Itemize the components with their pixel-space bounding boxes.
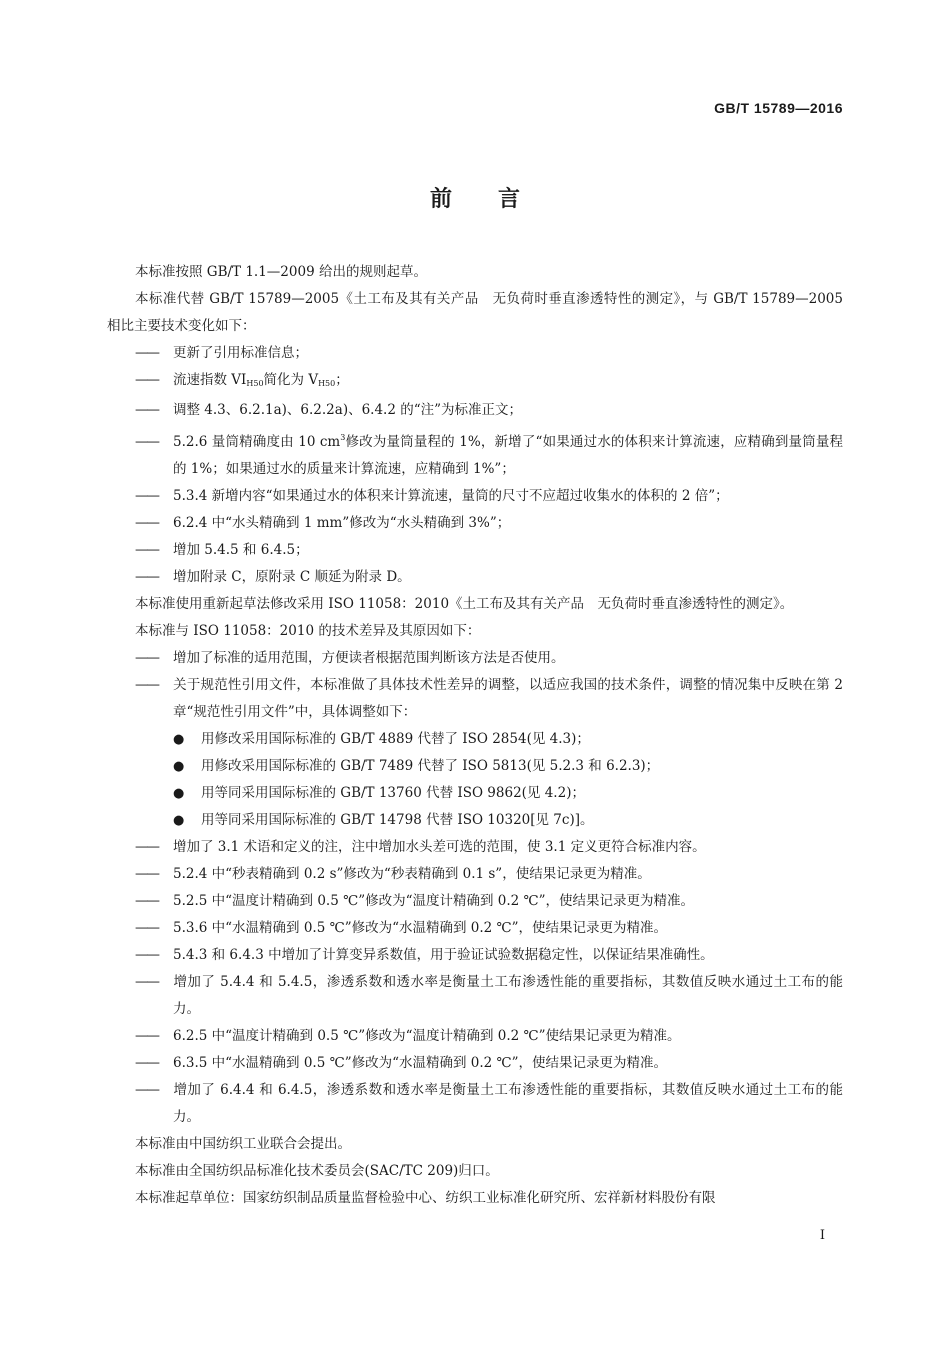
bullet-icon: ●	[173, 732, 185, 747]
page-number: Ⅰ	[819, 1228, 825, 1243]
change-item-text: 更新了引用标准信息；	[173, 345, 308, 361]
change-item-text: 修改为量筒量程的 1%，新增了“如果通过水的体积来计算流速，应精确到量筒量程的 1%；如果通过水的质量来计算流速，应精确到 1%”；	[173, 434, 844, 477]
dash-marker: ——	[135, 1082, 158, 1098]
dash-marker: ——	[135, 434, 158, 450]
bullet-icon: ●	[173, 786, 185, 801]
difference-item	[107, 915, 843, 942]
page-title: 前言	[429, 187, 566, 212]
difference-item-text: 增加了 6.4.4 和 6.4.5，渗透系数和透水率是衡量土工布渗透性能的重要指标，其数值反映水通过土工布的能力。	[173, 1082, 843, 1125]
difference-item	[107, 888, 843, 915]
dash-marker: ——	[135, 1028, 158, 1044]
difference-item-text: 5.3.6 中“水温精确到 0.5 ℃”修改为“水温精确到 0.2 ℃”，使结果记录更为精准。	[173, 920, 668, 936]
change-item-text: 增加 5.4.5 和 6.4.5；	[173, 542, 309, 558]
bullet-item	[107, 753, 843, 780]
difference-item-text: 6.3.5 中“水温精确到 0.5 ℃”修改为“水温精确到 0.2 ℃”，使结果记录更为精准。	[173, 1055, 668, 1071]
bullet-item	[107, 807, 843, 834]
change-item-text: 5.2.6 量筒精确度由 10 cm	[173, 434, 341, 450]
change-item-text: 调整 4.3、6.2.1a)、6.2.2a)、6.4.2 的“注”为标准正文；	[173, 402, 523, 418]
dash-marker: ——	[135, 569, 158, 585]
change-item	[107, 397, 843, 424]
bullet-item	[107, 780, 843, 807]
difference-item	[107, 1050, 843, 1077]
paragraph: 本标准与 ISO 11058：2010 的技术差异及其原因如下：	[135, 623, 481, 639]
bullet-item-text: 用修改采用国际标准的 GB/T 7489 代替了 ISO 5813(见 5.2.3 和 6.2.3)；	[201, 758, 660, 774]
bullet-icon: ●	[173, 813, 185, 828]
change-item	[107, 510, 843, 537]
change-item	[107, 483, 843, 510]
difference-item	[107, 942, 843, 969]
paragraph: 本标准起草单位：国家纺织制品质量监督检验中心、纺织工业标准化研究所、宏祥新材料股份有限	[135, 1190, 716, 1206]
superscript: 3	[340, 433, 346, 442]
change-item	[107, 340, 843, 367]
dash-marker: ——	[135, 677, 158, 693]
paragraph: 本标准由中国纺织工业联合会提出。	[135, 1136, 351, 1152]
foreword-body	[107, 259, 843, 1212]
difference-item	[107, 1077, 843, 1131]
dash-marker: ——	[135, 488, 158, 504]
dash-marker: ——	[135, 372, 158, 388]
dash-marker: ——	[135, 542, 158, 558]
change-item-text: ；	[335, 372, 349, 388]
difference-item-text: 5.2.5 中“温度计精确到 0.5 ℃”修改为“温度计精确到 0.2 ℃”，使结果记录更为精准。	[173, 893, 695, 909]
dash-marker: ——	[135, 402, 158, 418]
bullet-item	[107, 726, 843, 753]
paragraph: 本标准按照 GB/T 1.1—2009 给出的规则起草。	[135, 264, 427, 280]
change-item-text: 5.3.4 新增内容“如果通过水的体积来计算流速，量筒的尺寸不应超过收集水的体积的 2 倍”；	[173, 488, 729, 504]
difference-item-text: 增加了 5.4.4 和 5.4.5，渗透系数和透水率是衡量土工布渗透性能的重要指标，其数值反映水通过土工布的能力。	[173, 974, 843, 1017]
bullet-item-text: 用等同采用国际标准的 GB/T 14798 代替 ISO 10320[见 7c)]。	[201, 812, 594, 828]
change-item-text: 简化为 V	[263, 372, 319, 388]
change-item	[107, 367, 843, 397]
bullet-item-text: 用修改采用国际标准的 GB/T 4889 代替了 ISO 2854(见 4.3)；	[201, 731, 590, 747]
difference-item	[107, 834, 843, 861]
difference-item-text: 增加了标准的适用范围，方便读者根据范围判断该方法是否使用。	[173, 650, 565, 666]
difference-item-text: 关于规范性引用文件，本标准做了具体技术性差异的调整，以适应我国的技术条件，调整的情况集中反映在第 2 章“规范性引用文件”中，具体调整如下：	[173, 677, 843, 720]
difference-item	[107, 1023, 843, 1050]
difference-item	[107, 969, 843, 1023]
difference-item	[107, 672, 843, 726]
change-item-text: 增加附录 C，原附录 C 顺延为附录 D。	[173, 569, 411, 585]
dash-marker: ——	[135, 345, 158, 361]
dash-marker: ——	[135, 515, 158, 531]
difference-item-text: 5.4.3 和 6.4.3 中增加了计算变异系数值，用于验证试验数据稳定性，以保证结果准确性。	[173, 947, 714, 963]
subscript: H50	[246, 379, 264, 388]
difference-item-text: 6.2.5 中“温度计精确到 0.5 ℃”修改为“温度计精确到 0.2 ℃”使结果记录更为精准。	[173, 1028, 681, 1044]
change-item	[107, 424, 843, 483]
difference-item-text: 5.2.4 中“秒表精确到 0.2 s”修改为“秒表精确到 0.1 s”，使结果记录更为精准。	[173, 866, 651, 882]
dash-marker: ——	[135, 974, 158, 990]
dash-marker: ——	[135, 1055, 158, 1071]
difference-item	[107, 645, 843, 672]
paragraph: 本标准由全国纺织品标准化技术委员会(SAC/TC 209)归口。	[135, 1163, 499, 1179]
dash-marker: ——	[135, 920, 158, 936]
difference-item-text: 增加了 3.1 术语和定义的注，注中增加水头差可选的范围，使 3.1 定义更符合标准内容。	[173, 839, 706, 855]
difference-item	[107, 861, 843, 888]
change-item	[107, 564, 843, 591]
dash-marker: ——	[135, 650, 158, 666]
paragraph: 本标准代替 GB/T 15789—2005《土工布及其有关产品 无负荷时垂直渗透特性的测定》，与 GB/T 15789—2005 相比主要技术变化如下：	[107, 291, 843, 334]
dash-marker: ——	[135, 839, 158, 855]
change-item	[107, 537, 843, 564]
dash-marker: ——	[135, 947, 158, 963]
standard-number: GB/T 15789—2016	[714, 100, 843, 116]
change-item-text: 6.2.4 中“水头精确到 1 mm”修改为“水头精确到 3%”；	[173, 515, 511, 531]
bullet-icon: ●	[173, 759, 185, 774]
bullet-item-text: 用等同采用国际标准的 GB/T 13760 代替 ISO 9862(见 4.2)；	[201, 785, 585, 801]
paragraph: 本标准使用重新起草法修改采用 ISO 11058：2010《土工布及其有关产品 无负荷时垂直渗透特性的测定》。	[135, 596, 794, 612]
dash-marker: ——	[135, 893, 158, 909]
dash-marker: ——	[135, 866, 158, 882]
subscript: H50	[318, 379, 336, 388]
change-item-text: 流速指数 VI	[173, 372, 247, 388]
